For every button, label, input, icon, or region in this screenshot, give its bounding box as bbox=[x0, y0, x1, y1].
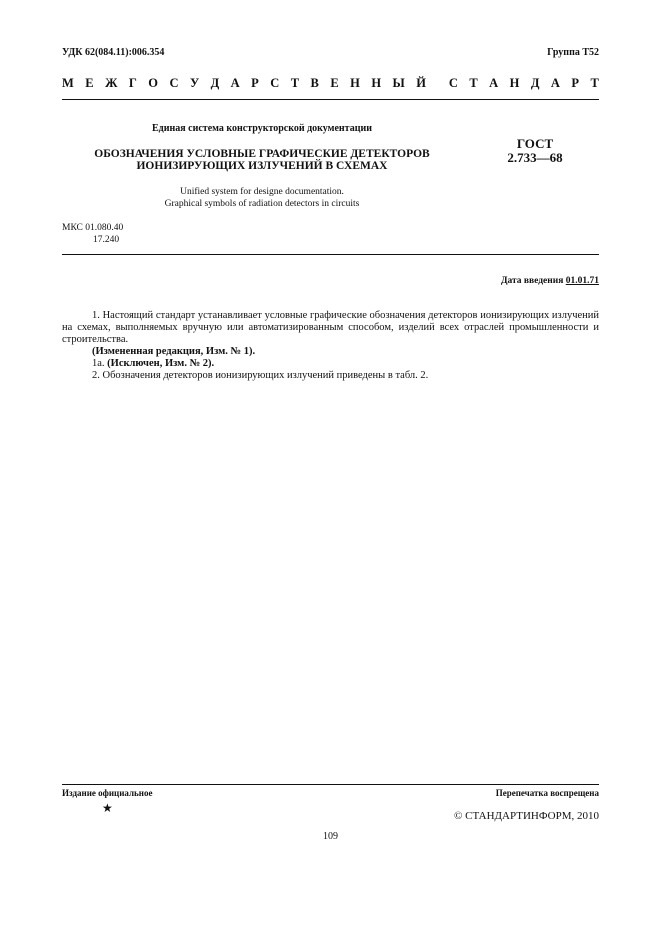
banner-letter: Д bbox=[210, 76, 220, 90]
udk-code: УДК 62(084.11):006.354 bbox=[62, 47, 165, 58]
banner-letter: М bbox=[62, 76, 74, 90]
banner-letter: Е bbox=[85, 76, 94, 90]
date-value: 01.01.71 bbox=[565, 276, 599, 286]
banner-letter: А bbox=[550, 76, 560, 90]
system-subtitle: Единая система конструкторской документации bbox=[152, 123, 372, 134]
banner-letter: Р bbox=[571, 76, 580, 90]
star-icon: ★ bbox=[102, 801, 113, 815]
paragraph-number: 1а. bbox=[92, 358, 105, 369]
mks-label: МКС bbox=[62, 223, 83, 233]
amendment-note: (Измененная редакция, Изм. № 1). bbox=[92, 346, 256, 357]
english-title bbox=[62, 186, 462, 210]
banner-letter: Т bbox=[469, 76, 478, 90]
document-title bbox=[62, 148, 462, 172]
official-edition-label: Издание официальное bbox=[62, 788, 153, 798]
banner-letter: Г bbox=[128, 76, 137, 90]
introduction-date bbox=[501, 276, 599, 286]
page-number: 109 bbox=[323, 831, 338, 842]
document-body bbox=[62, 310, 599, 382]
gost-number: 2.733—68 bbox=[507, 150, 563, 165]
banner-letter: С bbox=[448, 76, 458, 90]
paragraph-1: 1. Настоящий стандарт устанавливает условные графические обозначения детекторов ионизирующих излучений на схемах, выполняемых вручную или автоматизированным способом, изделий всех отраслей промышленности и строительства. bbox=[62, 310, 599, 345]
footer-divider bbox=[62, 784, 599, 785]
date-label: Дата введения bbox=[500, 276, 564, 286]
group-code: Группа Т52 bbox=[547, 47, 599, 58]
banner-letter: Ж bbox=[105, 76, 118, 90]
interstate-standard-banner bbox=[62, 76, 599, 91]
banner-letter: Е bbox=[330, 76, 339, 90]
gost-label: ГОСТ bbox=[516, 136, 554, 151]
banner-letter: Н bbox=[509, 76, 520, 90]
banner-letter: Н bbox=[350, 76, 360, 90]
banner-letter: Р bbox=[251, 76, 259, 90]
english-title-line: Graphical symbols of radiation detectors in circuits bbox=[164, 199, 360, 209]
title-line: ОБОЗНАЧЕНИЯ УСЛОВНЫЕ ГРАФИЧЕСКИЕ ДЕТЕКТОРОВ bbox=[94, 148, 430, 160]
banner-letter: С bbox=[270, 76, 280, 90]
mks-code: 17.240 bbox=[93, 235, 120, 245]
banner-letter: О bbox=[148, 76, 159, 90]
mks-codes bbox=[62, 222, 123, 246]
banner-letter: В bbox=[310, 76, 319, 90]
paragraph-1a-text: (Исключен, Изм. № 2). bbox=[107, 358, 215, 369]
title-divider bbox=[62, 254, 599, 255]
title-line: ИОНИЗИРУЮЩИХ ИЗЛУЧЕНИЙ В СХЕМАХ bbox=[136, 160, 388, 172]
banner-letter: Н bbox=[371, 76, 382, 90]
mks-code: 01.080.40 bbox=[85, 223, 124, 233]
banner-letter: Т bbox=[590, 76, 599, 90]
banner-letter: Т bbox=[290, 76, 300, 90]
gost-designation bbox=[475, 137, 595, 165]
banner-letter: С bbox=[169, 76, 179, 90]
banner-letter: А bbox=[489, 76, 499, 90]
banner-letter: А bbox=[230, 76, 240, 90]
copyright: © СТАНДАРТИНФОРМ, 2010 bbox=[454, 810, 599, 822]
reprint-prohibited-label: Перепечатка воспрещена bbox=[495, 788, 599, 798]
banner-letter: Й bbox=[416, 76, 426, 90]
paragraph-1a bbox=[62, 358, 599, 370]
banner-letter: Ы bbox=[392, 76, 405, 90]
english-title-line: Unified system for designe documentation. bbox=[180, 187, 344, 197]
banner-letter: Д bbox=[530, 76, 540, 90]
banner-letter: У bbox=[189, 76, 200, 90]
header-divider bbox=[62, 99, 599, 100]
paragraph-2: 2. Обозначения детекторов ионизирующих излучений приведены в табл. 2. bbox=[92, 370, 429, 381]
